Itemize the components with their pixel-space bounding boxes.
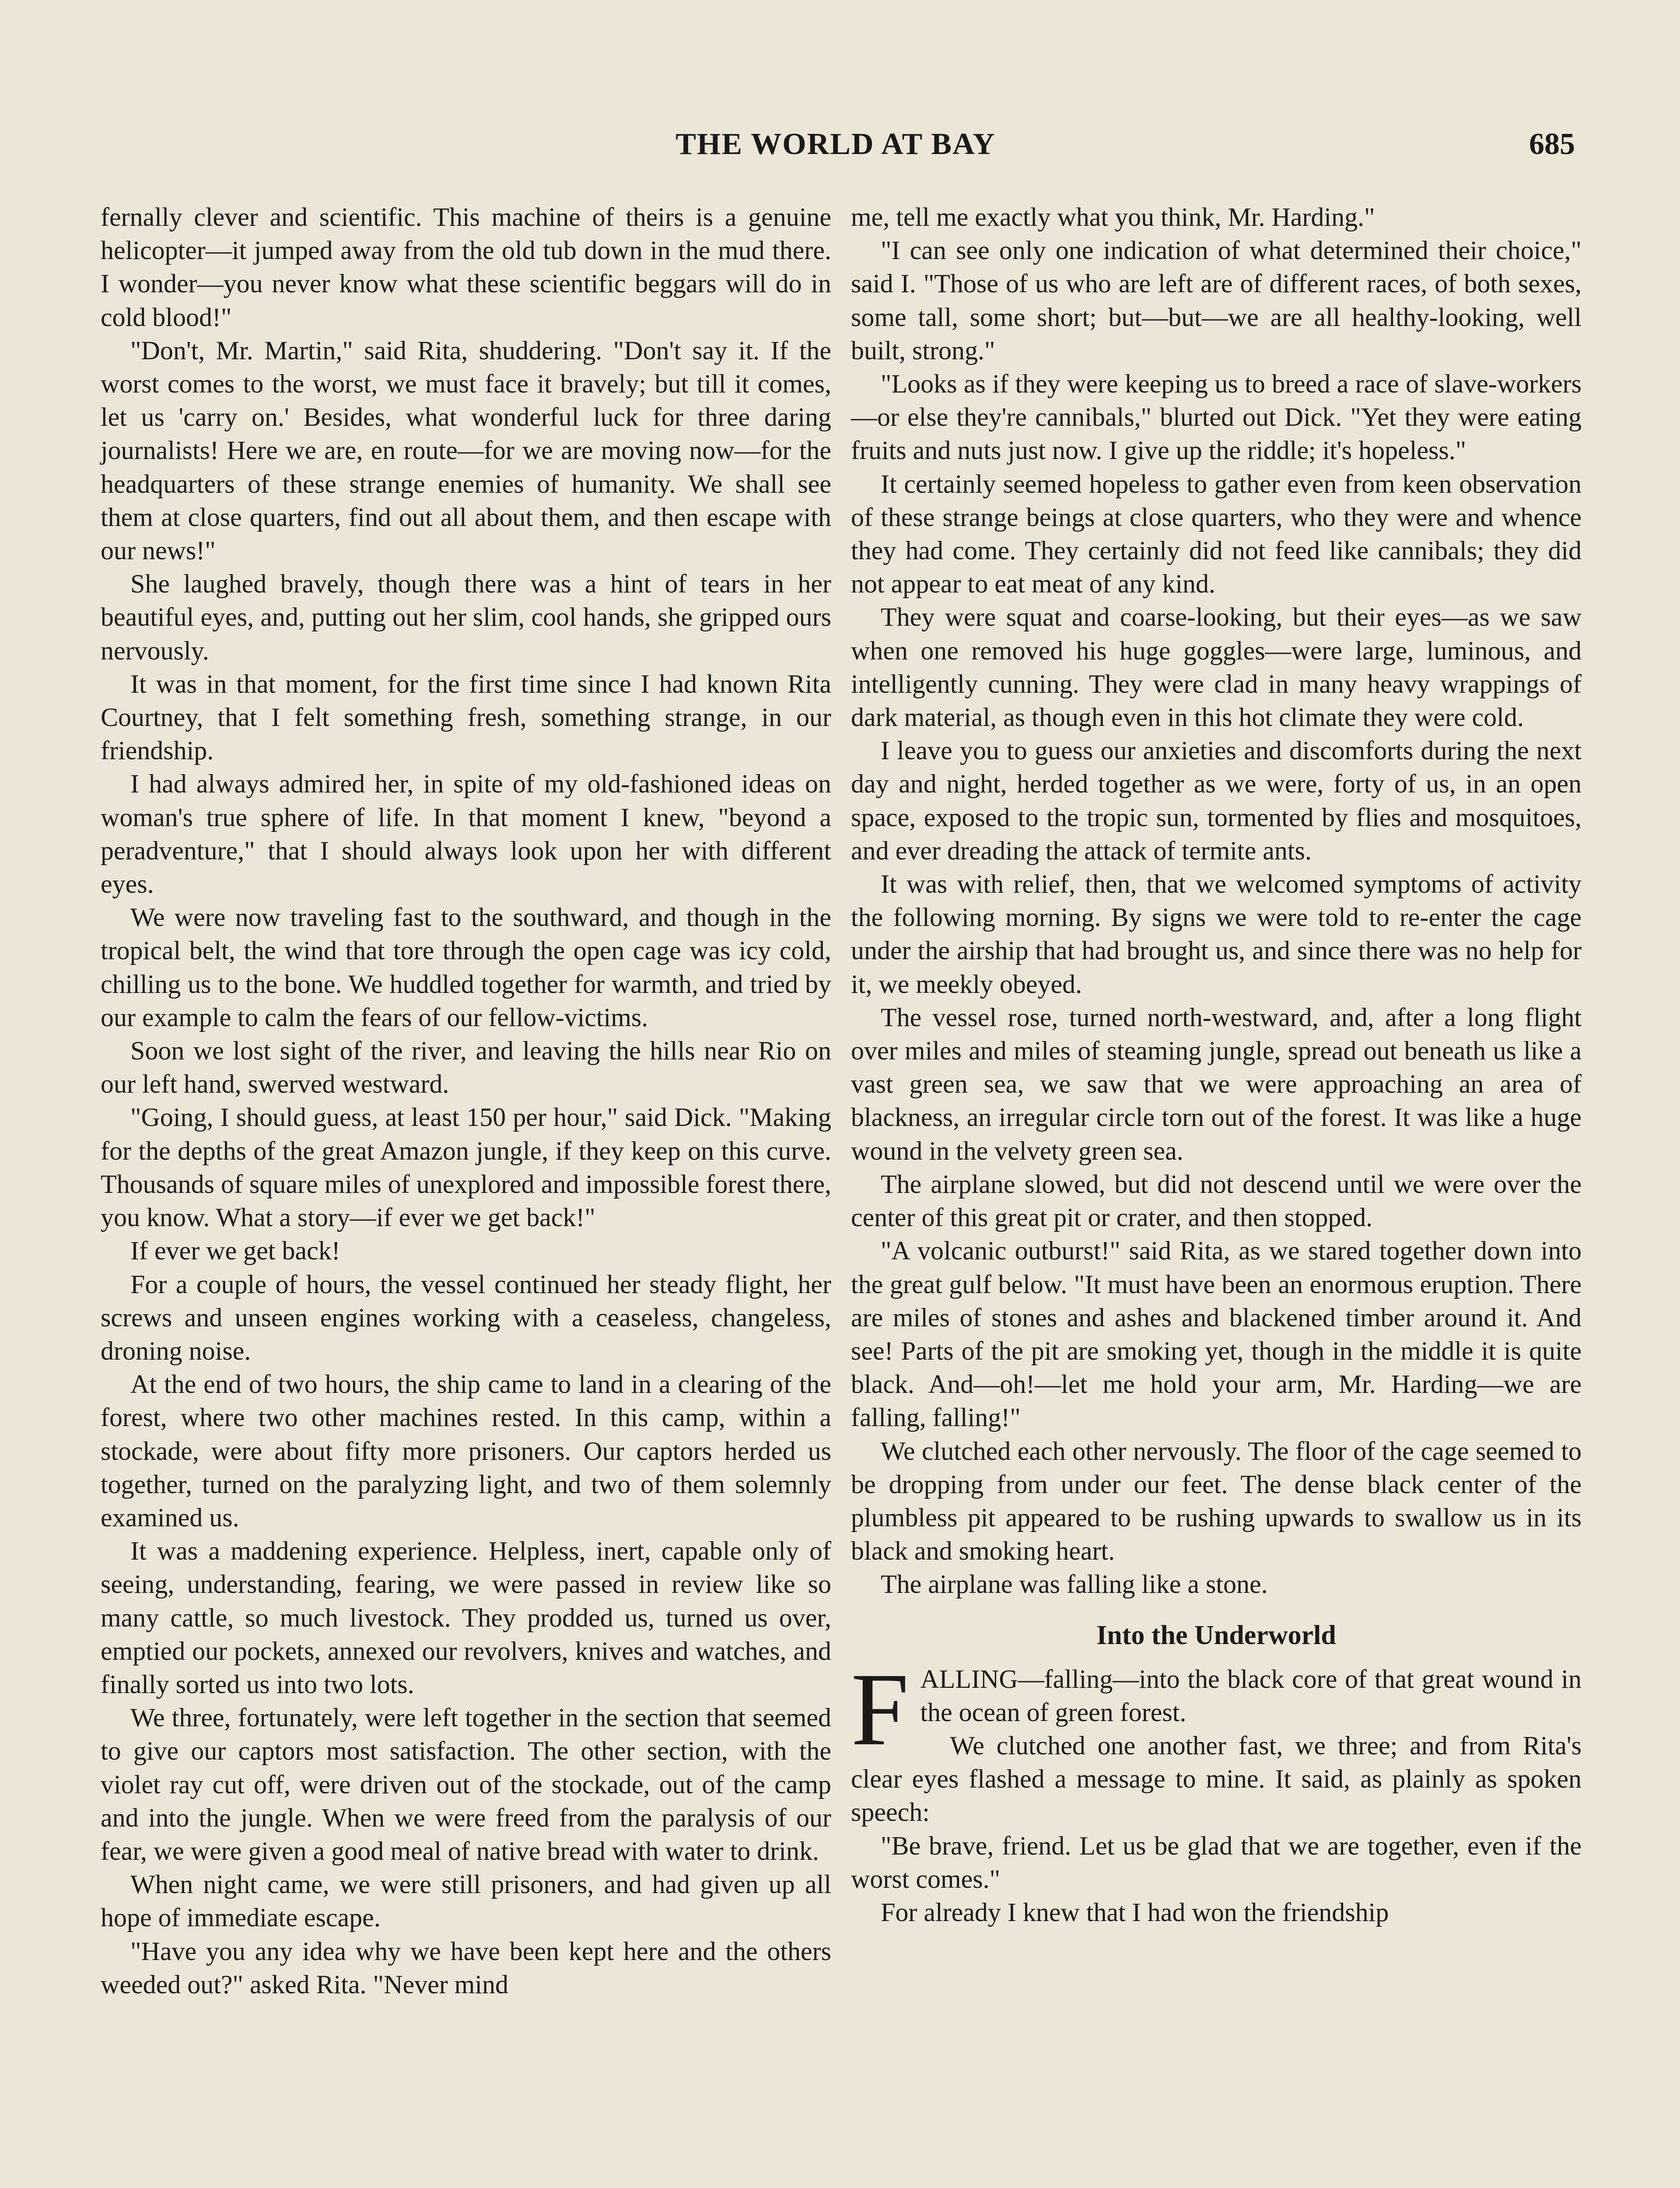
- drop-cap: F: [851, 1652, 909, 1767]
- paragraph: We clutched each other nervously. The floor of the cage seemed to be dropping from under our feet. The dense black center of the plumbless pit appeared to be rushing upwards to swallow us in its black and smoking heart.: [851, 1436, 1582, 1566]
- paragraph: me, tell me exactly what you think, Mr. Harding.": [851, 203, 1375, 231]
- paragraph: "Looks as if they were keeping us to breed a race of slave-workers—or else they're cannibals," blurted out Dick. "Yet they were eating fruits and nuts just now. I give up the riddle; it's hopeless.": [851, 369, 1582, 465]
- paragraph: fernally clever and scientific. This machine of theirs is a genuine helicopter—it jumped away from the old tub down in the mud there. I wonder—you never know what these scientific beggars will do in cold blood!": [101, 203, 831, 332]
- right-column: [851, 200, 1582, 1929]
- left-column: [101, 200, 831, 2001]
- first-paragraph-text: ALLING—falling—into the black core of that great wound in the ocean of green forest.: [920, 1664, 1582, 1727]
- paragraph: I had always admired her, in spite of my old-fashioned ideas on woman's true sphere of life. In that moment I knew, "beyond a peradventure," that I should always look upon her with different eyes.: [101, 769, 831, 899]
- paragraph: "Have you any idea why we have been kept here and the others weeded out?" asked Rita. "Never mind: [101, 1936, 831, 1999]
- paragraph: For already I knew that I had won the friendship: [881, 1897, 1389, 1927]
- section-heading: Into the Underworld: [1096, 1620, 1336, 1650]
- paragraph: When night came, we were still prisoners, and had given up all hope of immediate escape.: [101, 1870, 831, 1932]
- section-first-paragraph: [851, 1652, 1582, 1767]
- section-paragraphs: [851, 1729, 1582, 1929]
- paragraph: It was in that moment, for the first time since I had known Rita Courtney, that I felt something fresh, something strange, in our friendship.: [101, 669, 831, 765]
- paragraph: "Be brave, friend. Let us be glad that we are together, even if the worst comes.": [851, 1831, 1582, 1893]
- page-number: 685: [1529, 127, 1575, 161]
- paragraph: "A volcanic outburst!" said Rita, as we stared together down into the great gulf below. "It must have been an enormous eruption. There are miles of stones and ashes and blackened timber around it. And see! Parts of the pit are smoking yet, though in the middle it is quite black. And—oh!—let me hold your arm, Mr. Harding—we are falling, falling!": [851, 1236, 1582, 1432]
- running-header: [96, 127, 1575, 175]
- paragraph: We three, fortunately, were left together in the section that seemed to give our captors most satisfaction. The other section, with the violet ray cut off, were driven out of the stockade, out of the camp and into the jungle. When we were freed from the paralysis of our fear, we were given a good meal of native bread with water to drink.: [101, 1703, 831, 1865]
- paragraph: We were now traveling fast to the southward, and though in the tropical belt, the wind that tore through the open cage was icy cold, chilling us to the bone. We huddled together for warmth, and tried by our example to calm the fears of our fellow-victims.: [101, 903, 831, 1032]
- paragraph: We clutched one another fast, we three; and from Rita's clear eyes flashed a message to mine. It said, as plainly as spoken speech:: [851, 1731, 1582, 1827]
- paragraph: "I can see only one indication of what determined their choice," said I. "Those of us who are left are of different races, of both sexes, some tall, some short; but—but—we are all healthy-looking, well built, strong.": [851, 236, 1582, 365]
- paragraph: At the end of two hours, the ship came to land in a clearing of the forest, where two other machines rested. In this camp, within a stockade, were about fifty more prisoners. Our captors herded us together, turned on the paralyzing light, and two of them solemnly examined us.: [101, 1370, 831, 1532]
- paragraph: She laughed bravely, though there was a hint of tears in her beautiful eyes, and, putting out her slim, cool hands, she gripped ours nervously.: [101, 569, 831, 665]
- paragraph: The airplane slowed, but did not descend until we were over the center of this great pit or crater, and then stopped.: [851, 1169, 1582, 1232]
- paragraph: "Going, I should guess, at least 150 per hour," said Dick. "Making for the depths of the great Amazon jungle, if they keep on this curve. Thousands of square miles of unexplored and impossible forest there, you know. What a story—if ever we get back!": [101, 1103, 831, 1232]
- paragraph: It was a maddening experience. Helpless, inert, capable only of seeing, understanding, fearing, we were passed in review like so many cattle, so much livestock. They prodded us, turned us over, emptied our pockets, annexed our revolvers, knives and watches, and finally sorted us into two lots.: [101, 1536, 831, 1699]
- paragraph: It was with relief, then, that we welcomed symptoms of activity the following morning. By signs we were told to re-enter the cage under the airship that had brought us, and since there was no help for it, we meekly obeyed.: [851, 870, 1582, 999]
- paragraph: If ever we get back!: [130, 1236, 340, 1266]
- paragraph: The airplane was falling like a stone.: [881, 1570, 1268, 1599]
- right-column-paragraphs: [851, 200, 1582, 1601]
- paragraph: I leave you to guess our anxieties and discomforts during the next day and night, herded together as we were, forty of us, in an open space, exposed to the tropic sun, tormented by flies and mosquitoes, and ever dreading the attack of termite ants.: [851, 736, 1582, 865]
- paragraph: Soon we lost sight of the river, and leaving the hills near Rio on our left hand, swerved westward.: [101, 1036, 831, 1099]
- paragraph: It certainly seemed hopeless to gather even from keen observation of these strange beings at close quarters, who they were and whence they had come. They certainly did not feed like cannibals; they did not appear to eat meat of any kind.: [851, 469, 1582, 599]
- paragraph: The vessel rose, turned north-westward, and, after a long flight over miles and miles of steaming jungle, spread out beneath us like a vast green sea, we saw that we were approaching an area of blackness, an irregular circle torn out of the forest. It was like a huge wound in the velvety green sea.: [851, 1003, 1582, 1165]
- paragraph: For a couple of hours, the vessel continued her steady flight, her screws and unseen engines working with a ceaseless, changeless, droning noise.: [101, 1269, 831, 1365]
- paragraph: "Don't, Mr. Martin," said Rita, shuddering. "Don't say it. If the worst comes to the worst, we must face it bravely; but till it comes, let us 'carry on.' Besides, what wonderful luck for three daring journalists! Here we are, en route—for we are moving now—for the headquarters of these strange enemies of humanity. We shall see them at close quarters, find out all about them, and then escape with our news!": [101, 336, 831, 565]
- running-title: THE WORLD AT BAY: [676, 127, 996, 161]
- paragraph: They were squat and coarse-looking, but their eyes—as we saw when one removed his huge goggles—were large, luminous, and intelligently cunning. They were clad in many heavy wrappings of dark material, as though even in this hot climate they were cold.: [851, 603, 1582, 732]
